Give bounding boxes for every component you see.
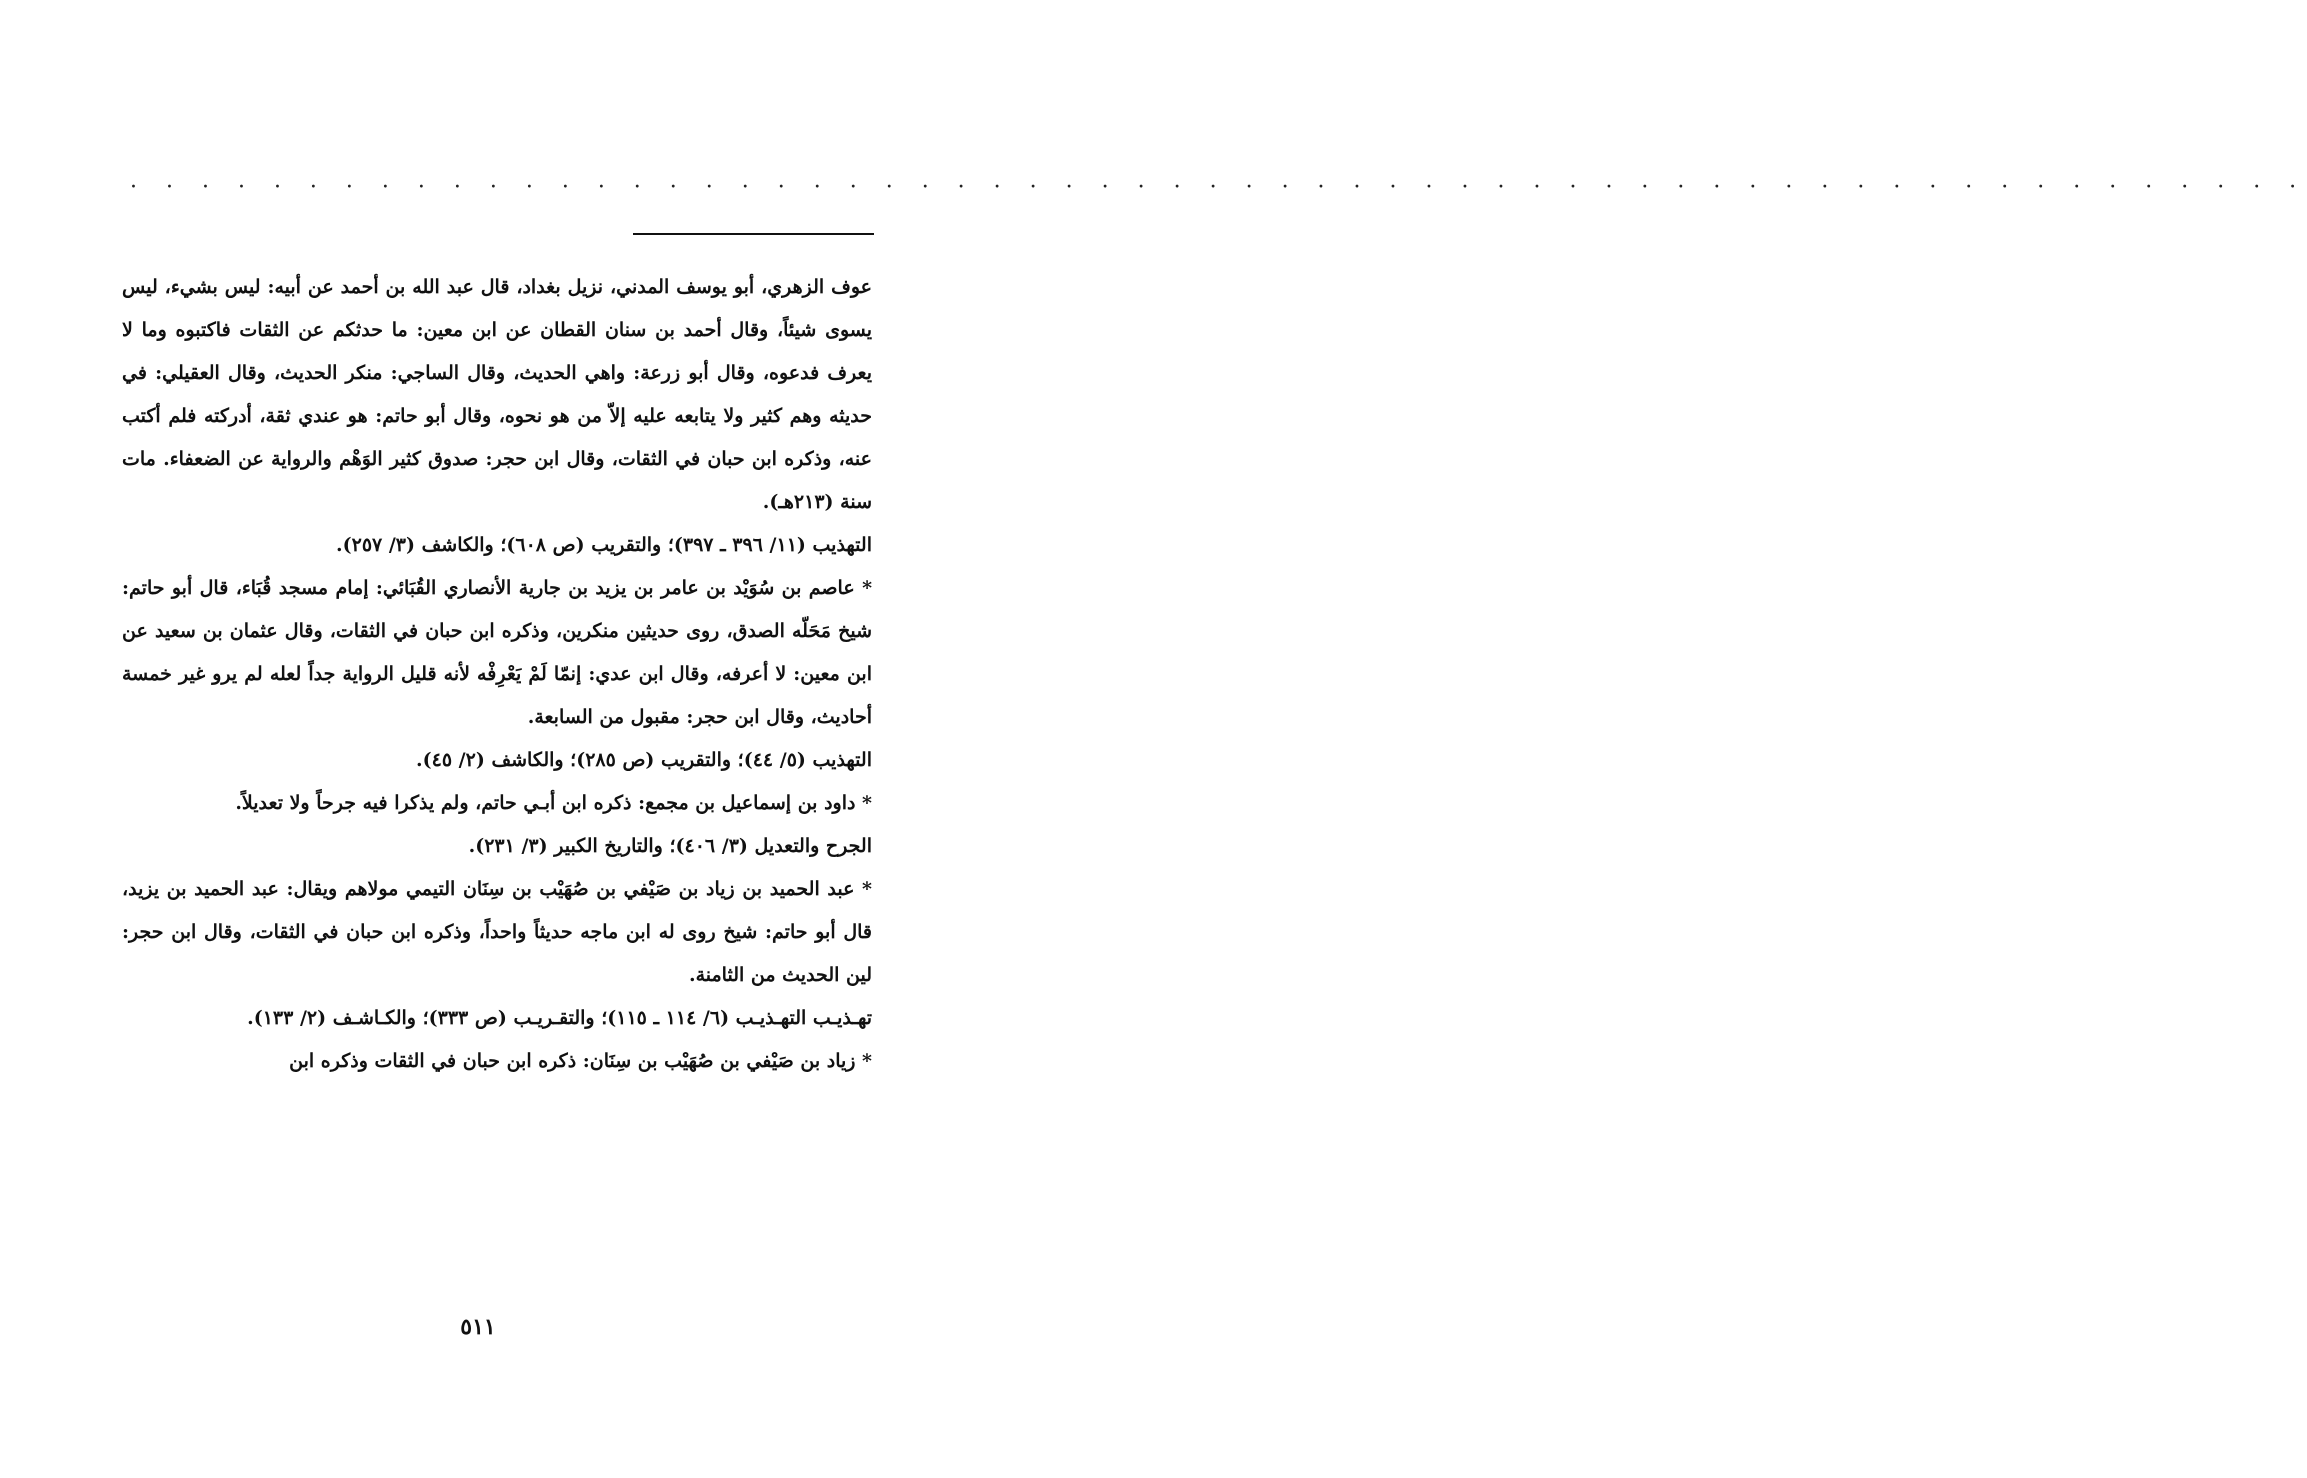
paragraph-entry-ziyad: * زياد بن صَيْفي بن صُهَيْب بن سِنَان: ذكره ابن حبان في الثقات وذكره ابن xyxy=(289,1050,872,1072)
footnote-rule xyxy=(633,233,874,235)
separator-dots: · · · · · · · · · · · · · · · · · · · · · · · · · · · · · · · · · · · · · · · · · · · · · · · · · · · · · · · · · · · · · xyxy=(130,175,2307,200)
paragraph-citation: الجرح والتعديل (٣/ ٤٠٦)؛ والتاريخ الكبير (٣/ ٢٣١). xyxy=(468,835,872,857)
paragraph-citation: التهذيب (١١/ ٣٩٦ ـ ٣٩٧)؛ والتقريب (ص ٦٠٨)؛ والكاشف (٣/ ٢٥٧). xyxy=(336,534,872,556)
paragraph-entry-asim: * عاصم بن سُوَيْد بن عامر بن يزيد بن جارية الأنصاري القُبَائي: إمام مسجد قُبَاء، قال أبو حاتم: شيخ مَحَلّه الصدق، روى حديثين منكرين، وذكره ابن حبان في الثقات، وقال عثمان بن سعيد عن ابن معين: لا أعرفه، وقال ابن عدي: إنمّا لَمْ يَعْرِفْه لأنه قليل الرواية جداً لعله لم يرو غير خمسة أحاديث، وقال ابن حجر: مقبول من السابعة. xyxy=(122,577,872,728)
paragraph-biography-continuation: عوف الزهري، أبو يوسف المدني، نزيل بغداد، قال عبد الله بن أحمد عن أبيه: ليس بشيء، ليس يسوى شيئاً، وقال أحمد بن سنان القطان عن ابن معين: ما حدثكم عن الثقات فاكتبوه وما لا يعرف فدعوه، وقال أبو زرعة: واهي الحديث، وقال الساجي: منكر الحديث، وقال العقيلي: في حديثه وهم كثير ولا يتابعه عليه إلاّ من هو نحوه، وقال أبو حاتم: هو عندي ثقة، أدركته فلم أكتب عنه، وذكره ابن حبان في الثقات، وقال ابن حجر: صدوق كثير الوَهْم والرواية عن الضعفاء. مات سنة (٢١٣هـ). xyxy=(122,276,872,513)
paragraph-entry-dawud: * داود بن إسماعيل بن مجمع: ذكره ابن أبـي حاتم، ولم يذكرا فيه جرحاً ولا تعديلاً. xyxy=(235,792,872,814)
paragraph-citation: التهذيب (٥/ ٤٤)؛ والتقريب (ص ٢٨٥)؛ والكاشف (٢/ ٤٥). xyxy=(416,749,872,771)
page-number: ٥١١ xyxy=(460,1314,496,1340)
footnote-text xyxy=(122,266,872,1083)
paragraph-entry-abd-al-hamid: * عبد الحميد بن زياد بن صَيْفي بن صُهَيْب بن سِنَان التيمي مولاهم ويقال: عبد الحميد بن يزيد، قال أبو حاتم: شيخ روى له ابن ماجه حديثاً واحداً، وذكره ابن حبان في الثقات، وقال ابن حجر: لين الحديث من الثامنة. xyxy=(122,878,872,986)
paragraph-citation: تهـذيـب التهـذيـب (٦/ ١١٤ ـ ١١٥)؛ والتقـريـب (ص ٣٣٣)؛ والكـاشـف (٢/ ١٣٣). xyxy=(247,1007,872,1029)
